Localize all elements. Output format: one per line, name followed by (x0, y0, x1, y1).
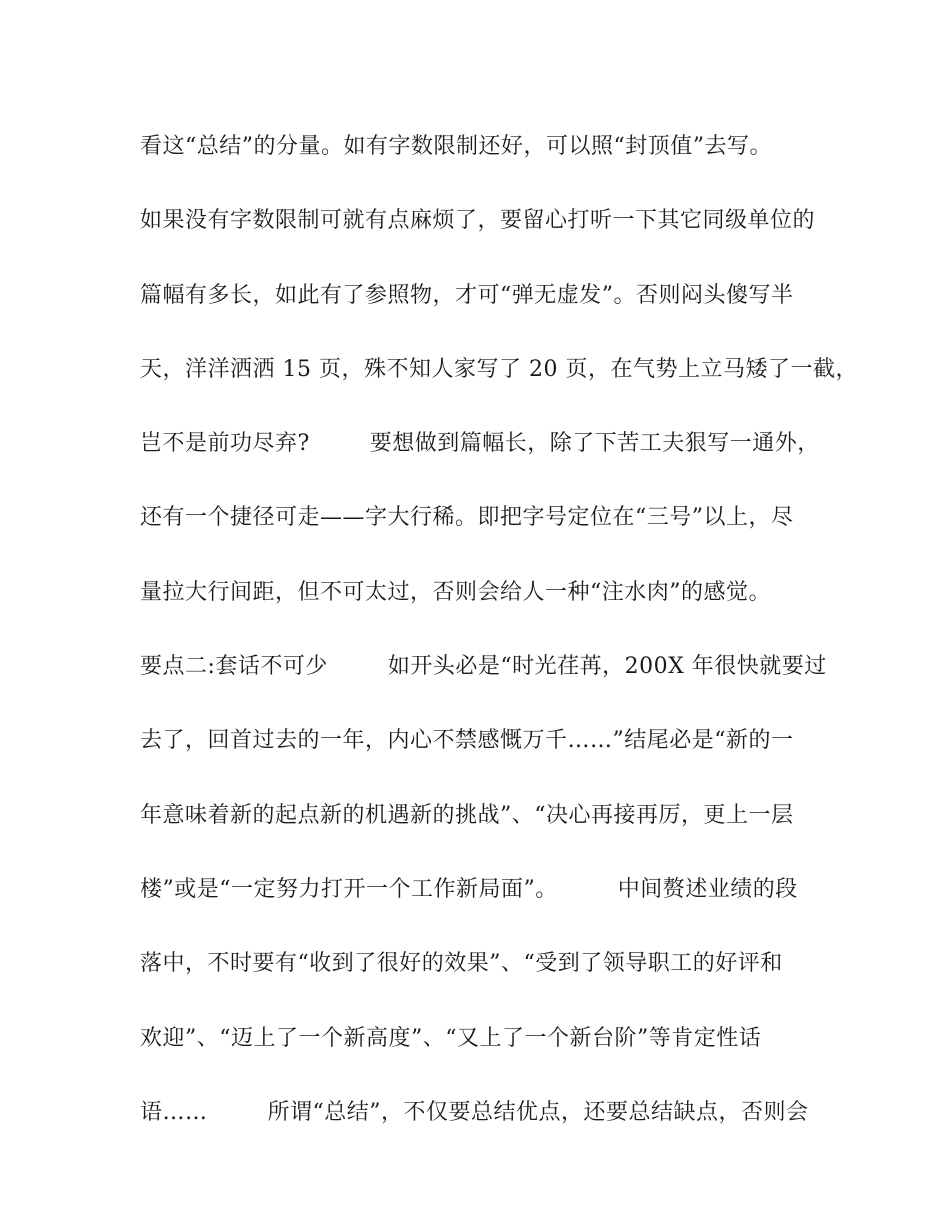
text-line-4: 天，洋洋洒洒 15 页，殊不知人家写了 20 页，在气势上立马矮了一截， (140, 356, 858, 382)
text-line-9: 去了，回首过去的一年，内心不禁感慨万千……”结尾必是“新的一 (140, 728, 794, 754)
text-line-14: 语…… 所谓“总结”，不仅要总结优点，还要总结缺点，否则会 (140, 1099, 809, 1125)
text-line-10: 年意味着新的起点新的机遇新的挑战”、“决心再接再厉，更上一层 (140, 802, 794, 828)
text-line-6: 还有一个捷径可走——字大行稀。即把字号定位在“三号”以上，尽 (140, 505, 794, 531)
text-line-8: 要点二:套话不可少 如开头必是“时光荏苒，200X 年很快就要过 (140, 654, 827, 680)
text-line-13: 欢迎”、“迈上了一个新高度”、“又上了一个新台阶”等肯定性话 (140, 1025, 762, 1051)
text-line-1: 看这“总结”的分量。如有字数限制还好，可以照“封顶值”去写。 (140, 134, 772, 159)
text-line-3: 篇幅有多长，如此有了参照物，才可“弹无虚发”。否则闷头傻写半 (140, 282, 794, 308)
text-line-5: 岂不是前功尽弃? 要想做到篇幅长，除了下苦工夫狠写一通外， (140, 431, 820, 457)
text-line-2: 如果没有字数限制可就有点麻烦了，要留心打听一下其它同级单位的 (140, 208, 816, 234)
text-line-11: 楼”或是“一定努力打开一个工作新局面”。 中间赘述业绩的段 (140, 876, 798, 902)
text-line-7: 量拉大行间距，但不可太过，否则会给人一种“注水肉”的感觉。 (140, 579, 771, 605)
text-line-12: 落中，不时要有“收到了很好的效果”、“受到了领导职工的好评和 (140, 951, 783, 977)
body-text (140, 120, 858, 1140)
